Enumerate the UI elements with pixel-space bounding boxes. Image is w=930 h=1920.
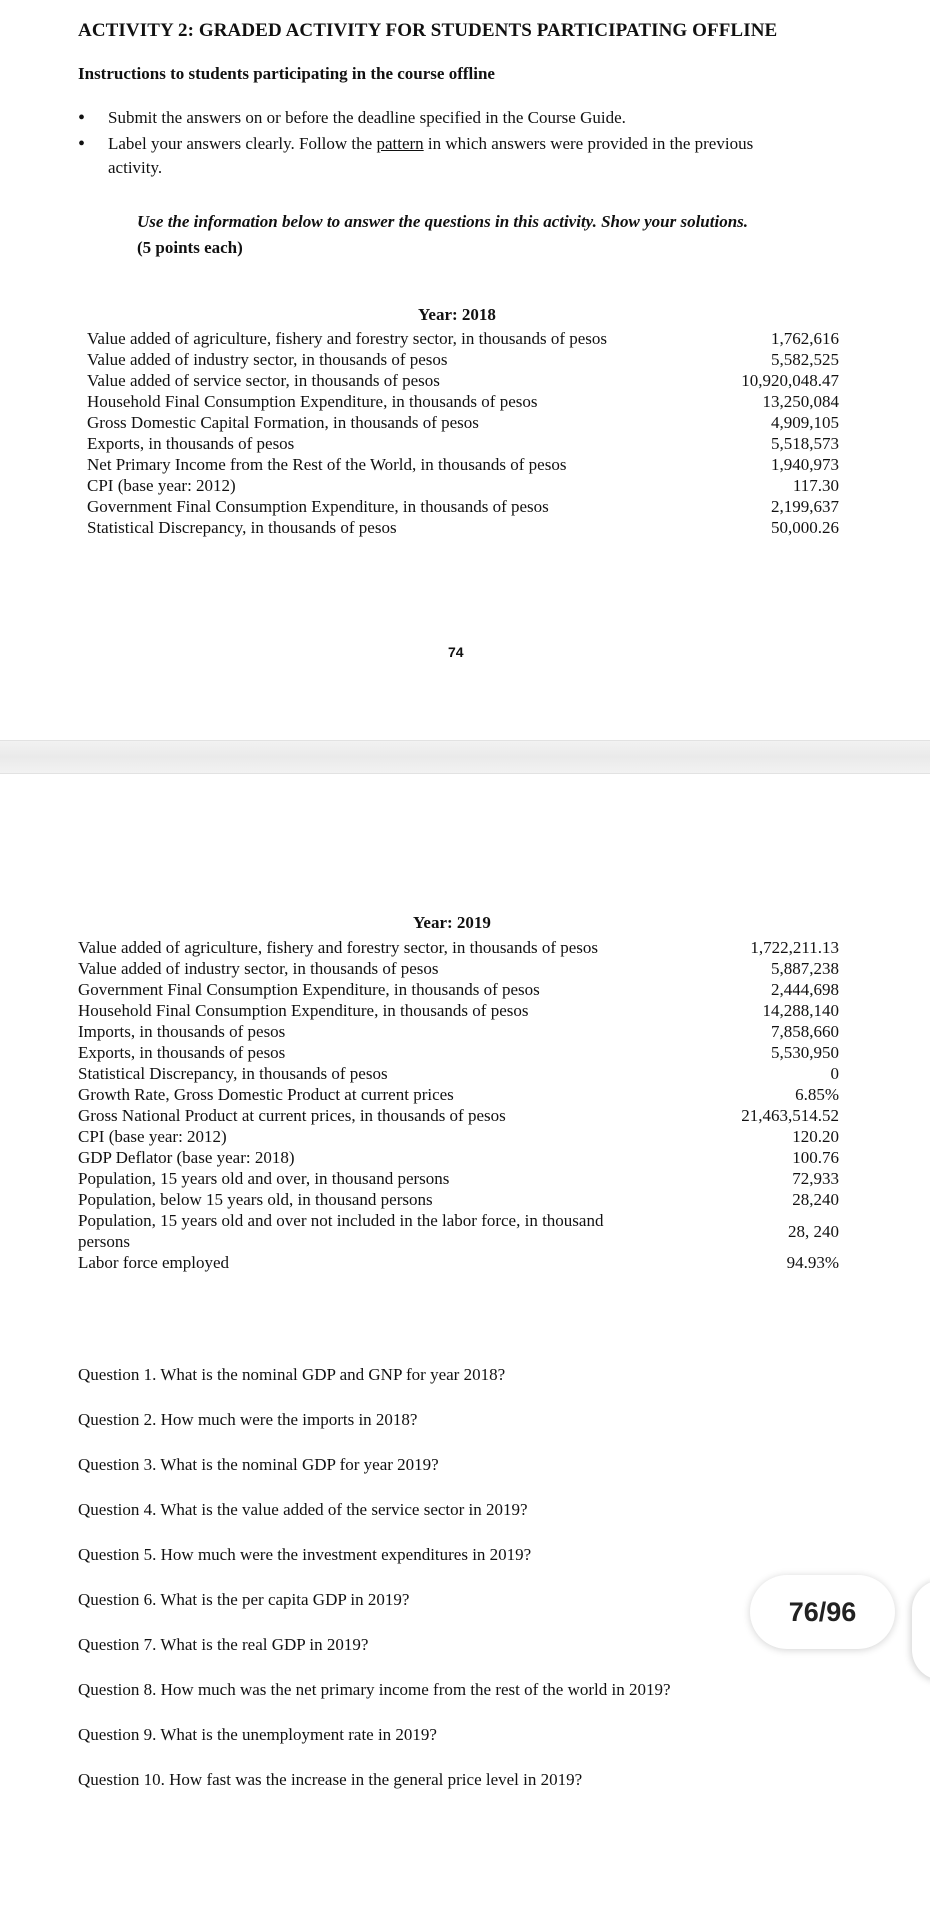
row-value: 2,444,698 bbox=[771, 980, 839, 999]
row-label: Government Final Consumption Expenditure, in thousands of pesos bbox=[87, 497, 549, 516]
page-indicator-badge[interactable]: 76/96 bbox=[750, 1575, 895, 1649]
question-item: Question 1. What is the nominal GDP and GNP for year 2018? bbox=[78, 1365, 506, 1384]
row-value: 94.93% bbox=[786, 1253, 839, 1272]
row-label: Household Final Consumption Expenditure, in thousands of pesos bbox=[87, 392, 538, 411]
row-label: Value added of agriculture, fishery and forestry sector, in thousands of pesos bbox=[87, 329, 608, 348]
activity-title: ACTIVITY 2: GRADED ACTIVITY FOR STUDENTS PARTICIPATING OFFLINE bbox=[78, 20, 778, 41]
year-2019-title: Year: 2019 bbox=[413, 913, 491, 932]
row-value: 1,722,211.13 bbox=[750, 938, 839, 957]
row-value: 10,920,048.47 bbox=[741, 371, 839, 390]
table-row bbox=[78, 1147, 839, 1168]
row-label: CPI (base year: 2012) bbox=[87, 476, 236, 495]
row-label: Statistical Discrepancy, in thousands of pesos bbox=[87, 518, 397, 537]
table-row bbox=[78, 937, 839, 958]
row-value: 1,762,616 bbox=[771, 329, 839, 348]
table-row bbox=[87, 496, 839, 517]
instructions-heading: Instructions to students participating in the course offline bbox=[78, 64, 495, 83]
row-label: Gross Domestic Capital Formation, in thousands of pesos bbox=[87, 413, 479, 432]
table-row bbox=[87, 349, 839, 370]
table-row bbox=[78, 1000, 839, 1021]
instruction-item bbox=[78, 132, 798, 180]
question-item: Question 4. What is the value added of the service sector in 2019? bbox=[78, 1500, 528, 1519]
row-value: 21,463,514.52 bbox=[741, 1106, 839, 1125]
row-value: 5,582,525 bbox=[771, 350, 839, 369]
table-row bbox=[78, 1252, 839, 1273]
question-item: Question 2. How much were the imports in 2018? bbox=[78, 1410, 418, 1429]
table-row bbox=[78, 1126, 839, 1147]
row-value: 14,288,140 bbox=[762, 1001, 839, 1020]
instruction-text: Label your answers clearly. Follow the bbox=[108, 134, 377, 153]
row-label: Household Final Consumption Expenditure, in thousands of pesos bbox=[78, 1001, 529, 1020]
question-list bbox=[78, 1363, 671, 1813]
row-value: 5,518,573 bbox=[771, 434, 839, 453]
table-row bbox=[78, 1168, 839, 1189]
instruction-text: in which answers were provided in the previous activity. bbox=[108, 134, 754, 177]
row-value: 100.76 bbox=[792, 1148, 839, 1167]
question-item: Question 10. How fast was the increase in the general price level in 2019? bbox=[78, 1770, 583, 1789]
year-2018-table bbox=[87, 328, 839, 538]
page-number: 74 bbox=[448, 644, 464, 660]
row-label: Gross National Product at current prices, in thousands of pesos bbox=[78, 1106, 506, 1125]
table-row bbox=[78, 1042, 839, 1063]
row-value: 28, 240 bbox=[788, 1221, 839, 1241]
table-row bbox=[87, 517, 839, 538]
row-value: 50,000.26 bbox=[771, 518, 839, 537]
table-row bbox=[87, 454, 839, 475]
row-label: Net Primary Income from the Rest of the World, in thousands of pesos bbox=[87, 455, 567, 474]
table-row bbox=[78, 1063, 839, 1084]
row-label: Government Final Consumption Expenditure, in thousands of pesos bbox=[78, 980, 540, 999]
instruction-item bbox=[78, 106, 798, 130]
row-value: 13,250,084 bbox=[762, 392, 839, 411]
row-label: Value added of industry sector, in thousands of pesos bbox=[78, 959, 439, 978]
row-label: Statistical Discrepancy, in thousands of pesos bbox=[78, 1064, 388, 1083]
row-value: 6.85% bbox=[795, 1085, 839, 1104]
row-label: Population, 15 years old and over not included in the labor force, in thousand persons bbox=[78, 1211, 604, 1251]
row-value: 120.20 bbox=[792, 1127, 839, 1146]
row-value: 1,940,973 bbox=[771, 455, 839, 474]
row-value: 2,199,637 bbox=[771, 497, 839, 516]
table-row bbox=[78, 1084, 839, 1105]
document-page-74 bbox=[0, 0, 930, 740]
table-row bbox=[78, 1021, 839, 1042]
table-row bbox=[87, 433, 839, 454]
year-2019-table bbox=[78, 937, 839, 1273]
row-label: Exports, in thousands of pesos bbox=[78, 1043, 286, 1062]
table-row bbox=[87, 328, 839, 349]
question-item: Question 8. How much was the net primary income from the rest of the world in 2019? bbox=[78, 1680, 671, 1699]
row-value: 117.30 bbox=[792, 476, 839, 495]
row-value: 5,530,950 bbox=[771, 1043, 839, 1062]
row-value: 28,240 bbox=[792, 1190, 839, 1209]
question-item: Question 3. What is the nominal GDP for year 2019? bbox=[78, 1455, 439, 1474]
row-value: 72,933 bbox=[792, 1169, 839, 1188]
row-label: Growth Rate, Gross Domestic Product at current prices bbox=[78, 1085, 454, 1104]
question-item: Question 7. What is the real GDP in 2019? bbox=[78, 1635, 369, 1654]
points-note: (5 points each) bbox=[137, 238, 243, 257]
instruction-list bbox=[78, 106, 798, 182]
table-row bbox=[78, 979, 839, 1000]
row-label: Imports, in thousands of pesos bbox=[78, 1022, 286, 1041]
table-row bbox=[78, 1105, 839, 1126]
table-row bbox=[87, 391, 839, 412]
row-value: 4,909,105 bbox=[771, 413, 839, 432]
row-value: 7,858,660 bbox=[771, 1022, 839, 1041]
row-label: Labor force employed bbox=[78, 1253, 230, 1272]
year-2018-title: Year: 2018 bbox=[418, 305, 496, 324]
row-label: Value added of agriculture, fishery and forestry sector, in thousands of pesos bbox=[78, 938, 599, 957]
row-label: Exports, in thousands of pesos bbox=[87, 434, 295, 453]
directions-text: Use the information below to answer the questions in this activity. Show your solutions. bbox=[137, 212, 749, 231]
table-row bbox=[78, 958, 839, 979]
row-label: Value added of service sector, in thousands of pesos bbox=[87, 371, 440, 390]
row-value: 0 bbox=[830, 1064, 839, 1083]
row-label: Population, 15 years old and over, in thousand persons bbox=[78, 1169, 450, 1188]
row-label: Population, below 15 years old, in thousand persons bbox=[78, 1190, 433, 1209]
table-row bbox=[78, 1210, 839, 1252]
row-value: 5,887,238 bbox=[771, 959, 839, 978]
table-row bbox=[87, 412, 839, 433]
table-row bbox=[87, 370, 839, 391]
question-item: Question 9. What is the unemployment rate in 2019? bbox=[78, 1725, 437, 1744]
row-label: CPI (base year: 2012) bbox=[78, 1127, 227, 1146]
table-row bbox=[78, 1189, 839, 1210]
row-label: GDP Deflator (base year: 2018) bbox=[78, 1148, 295, 1167]
instruction-text: Submit the answers on or before the deadline specified in the Course Guide. bbox=[108, 108, 626, 127]
pattern-link: pattern bbox=[376, 134, 424, 153]
page-separator bbox=[0, 740, 930, 774]
question-item: Question 5. How much were the investment expenditures in 2019? bbox=[78, 1545, 532, 1564]
row-label: Value added of industry sector, in thousands of pesos bbox=[87, 350, 448, 369]
question-item: Question 6. What is the per capita GDP in 2019? bbox=[78, 1590, 410, 1609]
table-row bbox=[87, 475, 839, 496]
